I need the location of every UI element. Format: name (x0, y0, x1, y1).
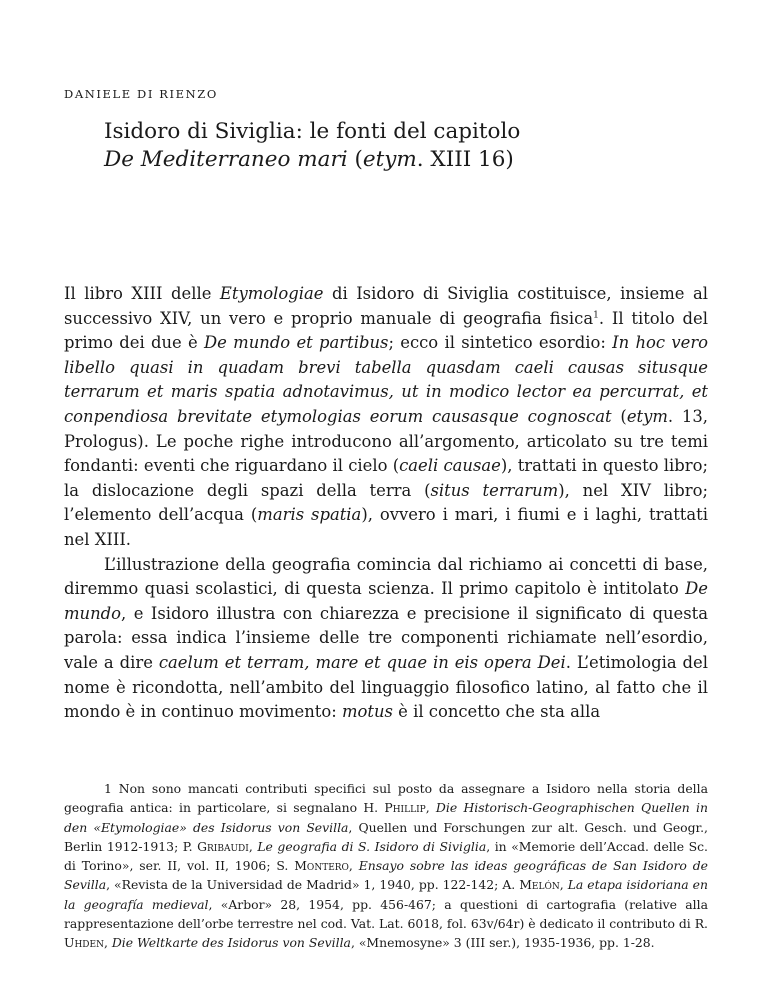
footnote-number: 1 (104, 781, 112, 796)
paragraph-1: Il libro XIII delle Etymologiae di Isidoro di Siviglia costituisce, insieme al successivo XIV, un vero e proprio manuale di geografia fisica$^1$. Il titolo del primo dei due è De mundo et partibus; ecco il sintetico esordio: In hoc vero libello quasi in quadam brevi tabella quasdam caeli causas situsque terrarum et maris spatia adnotavimus, ut in modico lector ea percurrat, et conpendiosa brevitate etymologias eorum causasque cognoscat (etym. 13, Prologus). Le poche righe introducono all’argomento, articolato su tre temi fondanti: eventi che riguardano il cielo (caeli causae), trattati in questo libro; la dislocazione degli spazi della terra (situs terrarum), nel XIV libro; l’elemento dell’acqua (maris spatia), ovvero i mari, i fiumi e i laghi, trattati nel XIII. (64, 284, 709, 549)
footnote-ref: 1 (593, 310, 599, 321)
author-name: DANIELE DI RIENZO (64, 87, 218, 101)
footnote-1: 1 Non sono mancati contributi specifici sul posto da assegnare a Isidoro nella storia della geografia antica: in particolare, si segnalano H. Phillip, Die Historisch-Geographischen Quellen in den «Etymologiae» des Isidorus von Sevilla, Quellen und Forschungen zur alt. Gesch. und Geogr., Berlin 1912-1913; P. Gribaudi, Le geografia di S. Isidoro di Siviglia, in «Memorie dell’Accad. delle Sc. di Torino», ser. II, vol. II, 1906; S. Montero, Ensayo sobre las ideas geográficas de San Isidoro de Sevilla, «Revista de la Universidad de Madrid» 1, 1940, pp. 122-142; A. Melón, La etapa isidoriana en la geografía medieval, «Arbor» 28, 1954, pp. 456-467; a questioni di cartografia (relative alla rappresentazione dell’orbe terrestre nel cod. Vat. Lat. 6018, fol. 63v/64r) è dedicato il contributo di R. Uhden, Die Weltkarte des Isidorus von Sevilla, «Mnemosyne» 3 (III ser.), 1935-1936, pp. 1-28. (64, 781, 708, 951)
title-line-2: De Mediterraneo mari (etym. XIII 16) (104, 147, 514, 172)
body-text (64, 282, 708, 725)
footnotes (64, 779, 708, 953)
article-title (104, 118, 704, 174)
title-line-1: Isidoro di Siviglia: le fonti del capitolo (104, 119, 521, 144)
paragraph-2: L’illustrazione della geografia comincia dal richiamo ai concetti di base, diremmo quasi scolastici, di questa scienza. Il primo capitolo è intitolato De mundo, e Isidoro illustra con chiarezza e precisione il significato di questa parola: essa indica l’insieme delle tre componenti richiamate nell’esordio, vale a dire caelum et terram, mare et quae in eis opera Dei. L’etimologia del nome è ricondotta, nell’ambito del linguaggio filosofico latino, al fatto che il mondo è in continuo movimento: motus è il concetto che sta alla (64, 554, 708, 722)
